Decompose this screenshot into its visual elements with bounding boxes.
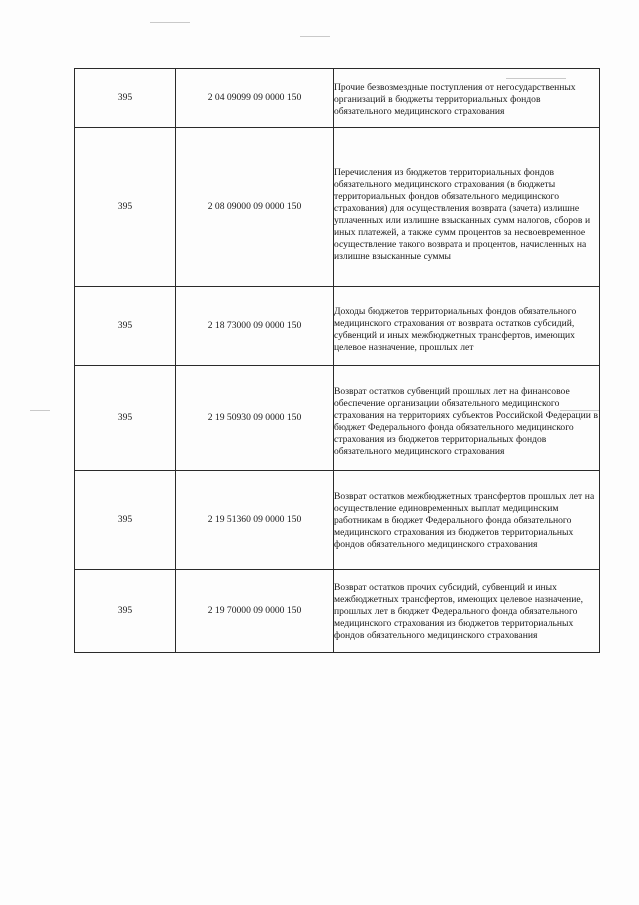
budget-classification-code-cell: 2 19 70000 09 0000 150 — [176, 570, 334, 653]
admin-code-cell: 395 — [75, 128, 176, 287]
admin-code-cell: 395 — [75, 69, 176, 128]
scan-artifact — [300, 36, 330, 37]
description-cell — [334, 287, 600, 366]
description-text: Доходы бюджетов территориальных фондов обязательного медицинского страхования от возврата остатков субсидий, субвенций и иных межбюджетных трансфертов, имеющих целевое назначение, прошлых лет — [334, 306, 577, 353]
description-cell — [334, 570, 600, 653]
table-row — [75, 287, 600, 366]
scan-artifact — [150, 22, 190, 23]
table-row — [75, 69, 600, 128]
admin-code-cell: 395 — [75, 471, 176, 570]
budget-classification-code-cell: 2 08 09000 09 0000 150 — [176, 128, 334, 287]
description-text: Возврат остатков субвенций прошлых лет на финансовое обеспечение организации обязательного медицинского страхования на территориях субъектов Российской Федерации в бюджет Федерального фонда обязательного медицинского страхования из бюджетов территориальных фондов обязательного медицинского страхования — [334, 386, 599, 457]
description-text: Перечисления из бюджетов территориальных фондов обязательного медицинского страхования (в бюджеты территориальных фондов обязательного медицинского страхования) для осуществления возврата (зачета) излишне уплаченных или излишне взысканных сумм налогов, сборов и иных платежей, а также сумм процентов за несвоевременное осуществление такого возврата и процентов, начисленных на излишне взысканные суммы — [334, 167, 591, 262]
admin-code-cell: 395 — [75, 570, 176, 653]
description-text: Возврат остатков межбюджетных трансфертов прошлых лет на осуществление единовременных выплат медицинским работникам в бюджет Федерального фонда обязательного медицинского страхования из бюджетов территориальных фондов обязательного медицинского страхования — [334, 491, 595, 550]
description-cell — [334, 69, 600, 128]
table-row — [75, 366, 600, 471]
budget-classification-code-cell: 2 19 50930 09 0000 150 — [176, 366, 334, 471]
budget-classification-code-cell: 2 19 51360 09 0000 150 — [176, 471, 334, 570]
scan-artifact — [30, 410, 50, 411]
admin-code-cell: 395 — [75, 366, 176, 471]
description-text: Возврат остатков прочих субсидий, субвенций и иных межбюджетных трансфертов, имеющих целевое назначение, прошлых лет в бюджет Федерального фонда обязательного медицинского страхования из бюджетов территориальных фондов обязательного медицинского страхования — [334, 582, 584, 641]
description-text: Прочие безвозмездные поступления от негосударственных организаций в бюджеты территориальных фондов обязательного медицинского страхования — [334, 82, 576, 117]
description-cell — [334, 128, 600, 287]
description-cell — [334, 366, 600, 471]
admin-code-cell: 395 — [75, 287, 176, 366]
table-row — [75, 471, 600, 570]
description-cell — [334, 471, 600, 570]
revenue-codes-table — [74, 68, 600, 653]
table-row — [75, 570, 600, 653]
table-row — [75, 128, 600, 287]
budget-classification-code-cell: 2 18 73000 09 0000 150 — [176, 287, 334, 366]
budget-classification-code-cell: 2 04 09099 09 0000 150 — [176, 69, 334, 128]
